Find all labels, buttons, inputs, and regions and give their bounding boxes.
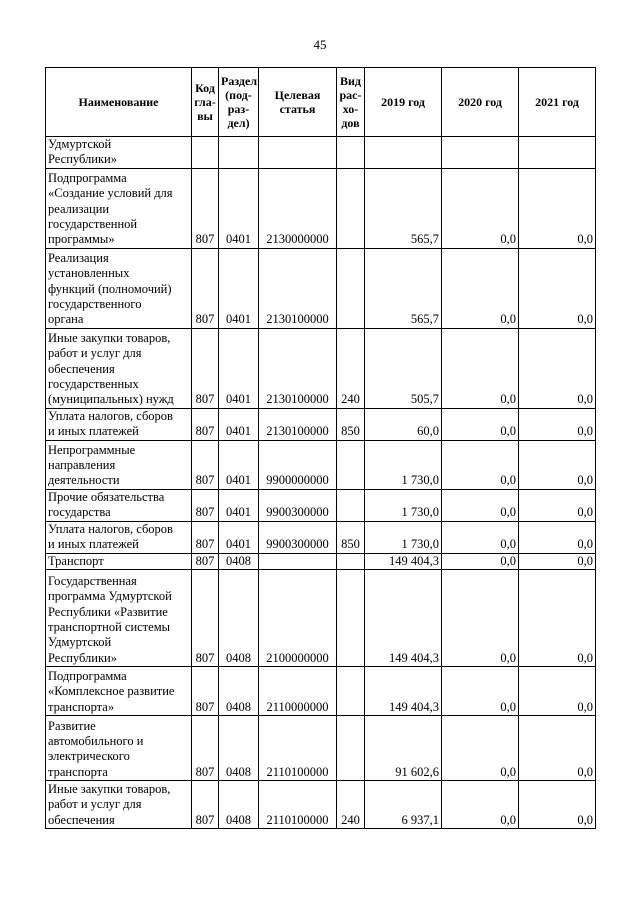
cell-vid <box>337 137 365 169</box>
cell-cel: 2110100000 <box>259 780 337 828</box>
table-row <box>46 521 596 553</box>
cell-name-line: Республики «Развитие <box>48 604 168 619</box>
cell-name-line: Иные закупки товаров, <box>48 782 171 796</box>
cell-y2019: 60,0 <box>365 408 442 440</box>
header-kod-line: вы <box>197 109 213 123</box>
cell-name <box>46 137 192 169</box>
table-row <box>46 440 596 489</box>
cell-y2021: 0,0 <box>519 780 596 828</box>
header-kod <box>192 68 219 137</box>
cell-name-line: Государственная <box>48 574 137 589</box>
header-2021: 2021 год <box>519 68 596 137</box>
cell-y2021: 0,0 <box>519 521 596 553</box>
cell-y2019: 565,7 <box>365 248 442 328</box>
cell-cel: 2130100000 <box>259 408 337 440</box>
cell-cel: 2110100000 <box>259 715 337 780</box>
cell-y2019: 1 730,0 <box>365 440 442 489</box>
cell-name-line: деятельности <box>48 473 120 488</box>
cell-cel: 2110000000 <box>259 666 337 715</box>
cell-kod: 807 <box>192 666 219 715</box>
cell-name-line: государства <box>48 505 111 520</box>
header-vid <box>337 68 365 137</box>
header-vid-line: Вид <box>340 74 361 88</box>
cell-name-line: транспорта» <box>48 699 115 714</box>
cell-y2020: 0,0 <box>442 780 519 828</box>
cell-name-line: (муниципальных) нужд <box>48 392 174 407</box>
cell-name-line: государственных <box>48 377 139 391</box>
cell-cel: 9900300000 <box>259 489 337 521</box>
cell-vid <box>337 440 365 489</box>
cell-name <box>46 780 192 828</box>
cell-name-line: органа <box>48 312 84 327</box>
cell-name <box>46 440 192 489</box>
cell-name-line: программа Удмуртской <box>48 589 172 604</box>
cell-y2021: 0,0 <box>519 440 596 489</box>
header-razdel-line: Раздел <box>221 74 258 88</box>
cell-name <box>46 328 192 408</box>
cell-razdel: 0408 <box>219 553 259 569</box>
cell-y2019: 565,7 <box>365 168 442 248</box>
cell-y2021: 0,0 <box>519 553 596 569</box>
cell-razdel: 0408 <box>219 666 259 715</box>
header-celevaya-line: Целевая <box>274 88 321 102</box>
cell-name-line: Подпрограмма <box>48 171 127 186</box>
table-row <box>46 569 596 666</box>
cell-name <box>46 715 192 780</box>
cell-name-line: Удмуртской <box>48 635 112 650</box>
cell-vid: 240 <box>337 328 365 408</box>
header-razdel-line: дел) <box>227 116 250 130</box>
cell-kod: 807 <box>192 408 219 440</box>
cell-cel: 2130000000 <box>259 168 337 248</box>
cell-kod: 807 <box>192 780 219 828</box>
cell-name <box>46 553 192 569</box>
header-razdel <box>219 68 259 137</box>
cell-name-line: Уплата налогов, сборов <box>48 409 173 423</box>
cell-y2021: 0,0 <box>519 569 596 666</box>
cell-vid: 850 <box>337 408 365 440</box>
cell-y2021: 0,0 <box>519 408 596 440</box>
table-body <box>46 137 596 829</box>
cell-name <box>46 489 192 521</box>
cell-vid: 240 <box>337 780 365 828</box>
cell-cel: 2130100000 <box>259 328 337 408</box>
cell-kod: 807 <box>192 521 219 553</box>
cell-kod: 807 <box>192 569 219 666</box>
cell-kod: 807 <box>192 440 219 489</box>
cell-name-line: Транспорт <box>48 553 104 568</box>
header-razdel-line: раз- <box>227 102 250 116</box>
cell-y2020: 0,0 <box>442 168 519 248</box>
cell-y2019 <box>365 137 442 169</box>
cell-y2019: 1 730,0 <box>365 489 442 521</box>
cell-cel <box>259 137 337 169</box>
cell-kod: 807 <box>192 489 219 521</box>
cell-name <box>46 168 192 248</box>
page-number: 45 <box>313 37 327 52</box>
cell-y2021: 0,0 <box>519 489 596 521</box>
cell-name-line: государственного <box>48 297 142 311</box>
cell-name-line: Республики» <box>48 650 117 665</box>
cell-razdel: 0401 <box>219 440 259 489</box>
header-celevaya-line: статья <box>279 102 316 116</box>
cell-razdel: 0401 <box>219 328 259 408</box>
cell-razdel: 0401 <box>219 521 259 553</box>
cell-name-line: обеспечения <box>48 361 115 376</box>
header-kod-line: гла- <box>194 95 216 109</box>
cell-cel <box>259 553 337 569</box>
cell-name-line: Уплата налогов, сборов <box>48 522 173 536</box>
cell-cel: 2100000000 <box>259 569 337 666</box>
cell-name-line: направления <box>48 458 116 472</box>
cell-name <box>46 666 192 715</box>
table-row <box>46 168 596 248</box>
cell-y2020: 0,0 <box>442 666 519 715</box>
header-razdel-line: (под- <box>225 88 252 102</box>
cell-y2020: 0,0 <box>442 248 519 328</box>
table-row <box>46 553 596 569</box>
cell-vid: 850 <box>337 521 365 553</box>
cell-kod: 807 <box>192 715 219 780</box>
cell-y2019: 6 937,1 <box>365 780 442 828</box>
cell-name-line: Подпрограмма <box>48 669 127 683</box>
cell-y2021: 0,0 <box>519 328 596 408</box>
cell-y2020: 0,0 <box>442 715 519 780</box>
cell-vid <box>337 569 365 666</box>
table-row <box>46 666 596 715</box>
table-header-row <box>46 68 596 137</box>
table-row <box>46 137 596 169</box>
cell-name-line: Прочие обязательства <box>48 490 165 504</box>
cell-razdel <box>219 137 259 169</box>
budget-table <box>45 67 596 829</box>
cell-name-line: Иные закупки товаров, <box>48 331 171 346</box>
header-2020: 2020 год <box>442 68 519 137</box>
cell-y2020: 0,0 <box>442 489 519 521</box>
cell-name <box>46 521 192 553</box>
cell-name <box>46 569 192 666</box>
header-kod-line: Код <box>195 81 215 95</box>
cell-y2019: 149 404,3 <box>365 569 442 666</box>
cell-name-line: обеспечения <box>48 812 115 827</box>
cell-y2019: 149 404,3 <box>365 553 442 569</box>
header-celevaya <box>259 68 337 137</box>
cell-name <box>46 248 192 328</box>
cell-razdel: 0401 <box>219 248 259 328</box>
cell-name-line: и иных платежей <box>48 537 139 552</box>
cell-vid <box>337 715 365 780</box>
cell-y2020 <box>442 137 519 169</box>
header-vid-line: рас- <box>339 88 362 102</box>
cell-cel: 2130100000 <box>259 248 337 328</box>
cell-y2020: 0,0 <box>442 569 519 666</box>
cell-y2020: 0,0 <box>442 328 519 408</box>
cell-name-line: Развитие <box>48 718 96 733</box>
table-row <box>46 489 596 521</box>
cell-y2019: 1 730,0 <box>365 521 442 553</box>
cell-kod <box>192 137 219 169</box>
cell-y2020: 0,0 <box>442 521 519 553</box>
header-name: Наименование <box>46 68 192 137</box>
cell-name-line: государственной <box>48 217 138 231</box>
cell-y2021: 0,0 <box>519 168 596 248</box>
cell-name <box>46 408 192 440</box>
cell-name-line: Республики» <box>48 152 117 167</box>
cell-name-line: функций (полномочий) <box>48 281 172 296</box>
cell-cel: 9900000000 <box>259 440 337 489</box>
cell-y2021 <box>519 137 596 169</box>
cell-name-line: установленных <box>48 266 130 281</box>
cell-name-line: программы» <box>48 232 115 247</box>
cell-name-line: реализации <box>48 201 110 216</box>
table-row <box>46 715 596 780</box>
table-row <box>46 248 596 328</box>
cell-kod: 807 <box>192 328 219 408</box>
cell-y2020: 0,0 <box>442 408 519 440</box>
cell-name-line: Непрограммные <box>48 442 136 457</box>
header-vid-line: дов <box>341 116 360 130</box>
header-2019: 2019 год <box>365 68 442 137</box>
cell-vid <box>337 168 365 248</box>
cell-name-line: Реализация <box>48 251 109 266</box>
cell-name-line: транспортной системы <box>48 620 170 634</box>
cell-kod: 807 <box>192 553 219 569</box>
cell-y2020: 0,0 <box>442 440 519 489</box>
cell-razdel: 0401 <box>219 408 259 440</box>
cell-name-line: автомобильного и <box>48 734 144 748</box>
cell-name-line: «Создание условий для <box>48 186 173 201</box>
cell-cel: 9900300000 <box>259 521 337 553</box>
cell-y2020: 0,0 <box>442 553 519 569</box>
cell-vid <box>337 553 365 569</box>
table-row <box>46 408 596 440</box>
cell-name-line: электрического <box>48 749 130 764</box>
cell-name-line: работ и услуг для <box>48 797 142 812</box>
cell-kod: 807 <box>192 248 219 328</box>
cell-vid <box>337 666 365 715</box>
cell-y2019: 91 602,6 <box>365 715 442 780</box>
table-row <box>46 328 596 408</box>
cell-name-line: «Комплексное развитие <box>48 684 175 699</box>
cell-kod: 807 <box>192 168 219 248</box>
cell-name-line: транспорта <box>48 764 108 779</box>
cell-y2019: 149 404,3 <box>365 666 442 715</box>
cell-name-line: и иных платежей <box>48 424 139 439</box>
cell-y2019: 505,7 <box>365 328 442 408</box>
cell-razdel: 0401 <box>219 489 259 521</box>
cell-razdel: 0401 <box>219 168 259 248</box>
header-vid-line: хо- <box>342 102 359 116</box>
cell-vid <box>337 248 365 328</box>
cell-razdel: 0408 <box>219 780 259 828</box>
cell-vid <box>337 489 365 521</box>
cell-y2021: 0,0 <box>519 715 596 780</box>
cell-name-line: Удмуртской <box>48 137 112 151</box>
table-row <box>46 780 596 828</box>
cell-y2021: 0,0 <box>519 666 596 715</box>
cell-razdel: 0408 <box>219 715 259 780</box>
cell-y2021: 0,0 <box>519 248 596 328</box>
cell-name-line: работ и услуг для <box>48 346 142 361</box>
cell-razdel: 0408 <box>219 569 259 666</box>
